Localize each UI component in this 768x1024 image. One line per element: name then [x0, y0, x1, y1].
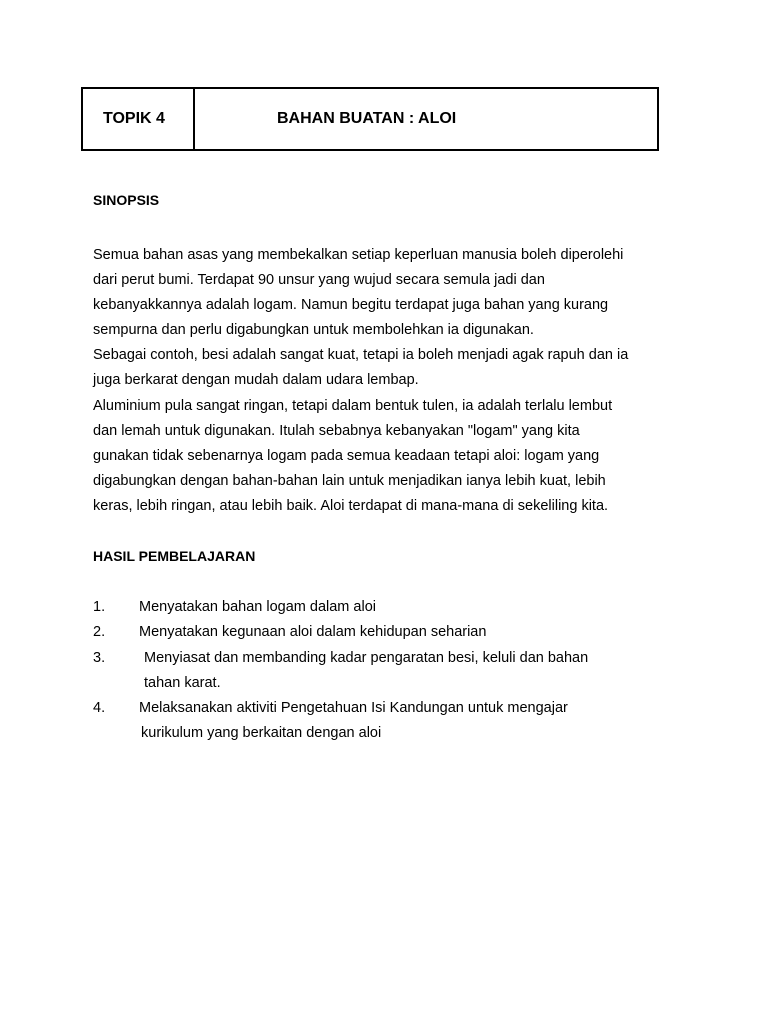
sinopsis-line: keras, lebih ringan, atau lebih baik. Aloi terdapat di mana-mana di sekeliling kita. — [93, 498, 609, 514]
sinopsis-line: gunakan tidak sebenarnya logam pada semua keadaan tetapi aloi: logam yang — [93, 448, 600, 464]
header-divider — [193, 89, 195, 149]
sinopsis-line: dan lemah untuk digunakan. Itulah sebabnya kebanyakan "logam" yang kita — [93, 423, 580, 439]
sinopsis-line: sempurna dan perlu digabungkan untuk membolehkan ia digunakan. — [93, 322, 534, 338]
sinopsis-line: digabungkan dengan bahan-bahan lain untuk menjadikan ianya lebih kuat, lebih — [93, 473, 606, 489]
topic-number: TOPIK 4 — [103, 110, 165, 127]
list-item-text: Melaksanakan aktiviti Pengetahuan Isi Kandungan untuk mengajar — [139, 700, 568, 716]
hasil-pembelajaran-heading: HASIL PEMBELAJARAN — [93, 548, 256, 564]
list-item-number: 2. — [93, 624, 106, 640]
list-item-text: tahan karat. — [140, 675, 221, 691]
sinopsis-line: kebanyakkannya adalah logam. Namun begitu terdapat juga bahan yang kurang — [93, 297, 609, 313]
topic-header-box — [81, 87, 659, 151]
sinopsis-line: juga berkarat dengan mudah dalam udara lembap. — [93, 372, 419, 388]
list-item-text: Menyatakan kegunaan aloi dalam kehidupan seharian — [139, 624, 487, 640]
list-item-number: 4. — [93, 700, 106, 716]
topic-title: BAHAN BUATAN : ALOI — [277, 110, 457, 127]
list-item-number: 1. — [93, 599, 106, 615]
list-item-number: 3. — [93, 650, 106, 666]
sinopsis-line: Sebagai contoh, besi adalah sangat kuat, tetapi ia boleh menjadi agak rapuh dan ia — [93, 347, 629, 363]
sinopsis-line: Semua bahan asas yang membekalkan setiap keperluan manusia boleh diperolehi — [93, 247, 624, 263]
sinopsis-line: Aluminium pula sangat ringan, tetapi dalam bentuk tulen, ia adalah terlalu lembut — [93, 398, 613, 414]
list-item-text: kurikulum yang berkaitan dengan aloi — [141, 725, 382, 741]
sinopsis-heading: SINOPSIS — [93, 192, 160, 208]
list-item-text: Menyiasat dan membanding kadar pengaratan besi, keluli dan bahan — [140, 650, 589, 666]
list-item-text: Menyatakan bahan logam dalam aloi — [139, 599, 376, 615]
sinopsis-line: dari perut bumi. Terdapat 90 unsur yang wujud secara semula jadi dan — [93, 272, 545, 288]
